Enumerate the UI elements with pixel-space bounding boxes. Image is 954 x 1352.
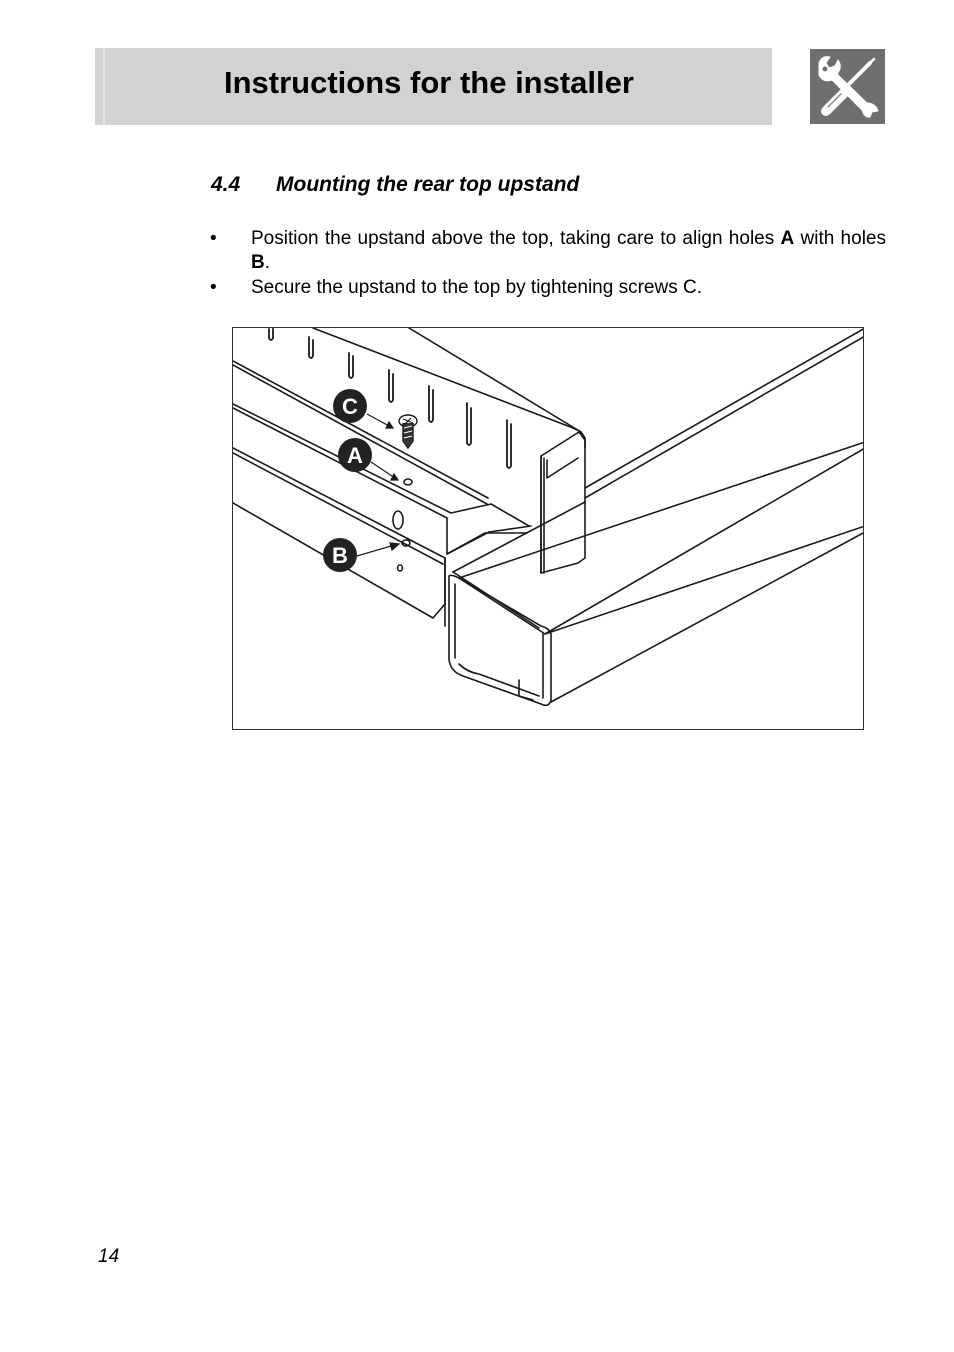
- list-item: [210, 227, 886, 275]
- callout-b-label: B: [332, 543, 348, 568]
- instruction-text: .: [264, 252, 271, 273]
- upstand-illustration: [233, 328, 864, 730]
- instruction-text: Position the upstand above the top, taking care to align holes: [251, 228, 781, 249]
- section-heading: [211, 173, 579, 197]
- tools-icon: [810, 49, 885, 124]
- header-bar: [95, 48, 772, 125]
- callout-a-label: A: [347, 443, 363, 468]
- figure-upstand-mounting: [232, 327, 864, 730]
- instruction-text: Secure the upstand to the top by tightening screws C.: [251, 277, 702, 298]
- header-edge: [103, 48, 105, 125]
- page-number: 14: [98, 1246, 120, 1267]
- instruction-text: with holes: [794, 228, 886, 249]
- hole-a-label: A: [780, 228, 795, 249]
- callout-c-label: C: [342, 394, 358, 419]
- callout-c: [333, 389, 367, 423]
- hole-b-label: B: [251, 252, 265, 273]
- list-item: [210, 276, 886, 300]
- callout-b: [323, 538, 357, 572]
- section-title: Mounting the rear top upstand: [276, 173, 580, 196]
- page-title: Instructions for the installer: [224, 65, 634, 100]
- callout-a: [338, 438, 372, 472]
- bullet-mark: •: [210, 228, 217, 249]
- section-number: 4.4: [211, 173, 241, 196]
- wrench-screwdriver-icon: [810, 49, 885, 124]
- bullet-mark: •: [210, 277, 217, 298]
- instruction-list: [210, 227, 886, 301]
